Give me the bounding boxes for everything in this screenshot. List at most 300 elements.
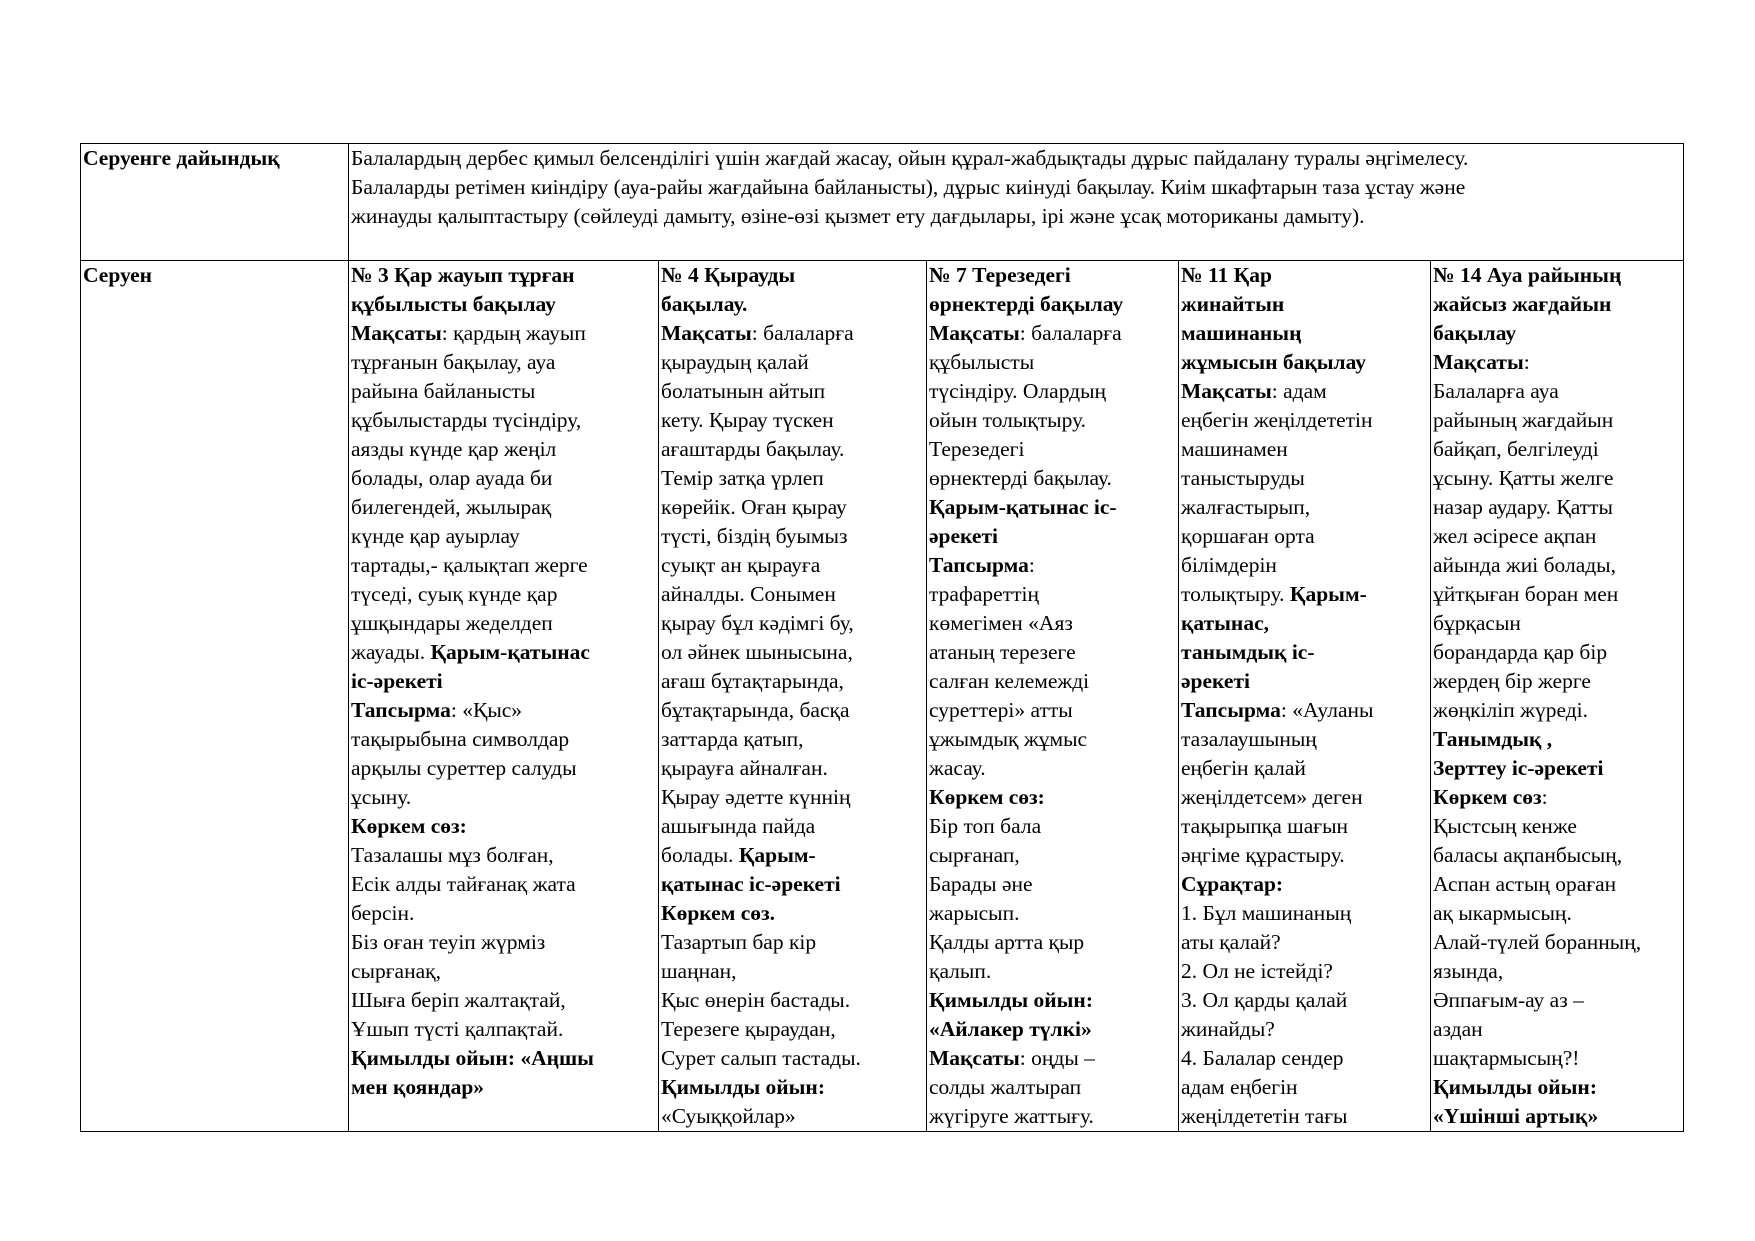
- text-line: [1181, 580, 1428, 609]
- bold-text: жайсыз жағдайын: [1433, 292, 1612, 316]
- text-line: [351, 1015, 656, 1044]
- text-line: [929, 899, 1176, 928]
- text: Ұшып түсті қалпақтай.: [351, 1017, 564, 1041]
- text-line: [929, 377, 1176, 406]
- text: тартады,- қалықтап жерге: [351, 553, 588, 577]
- text: тазалаушының: [1181, 727, 1317, 751]
- text-line: [1181, 348, 1428, 377]
- text: аты қалай?: [1181, 930, 1281, 954]
- text-line: [351, 522, 656, 551]
- text-line: [1433, 609, 1681, 638]
- text: :: [1028, 553, 1035, 577]
- text: қырауға айналған.: [661, 756, 828, 780]
- text-line: [1181, 406, 1428, 435]
- text: :: [1523, 350, 1530, 374]
- bold-text: Мақсаты: [661, 321, 752, 345]
- bold-text: бақылау.: [661, 292, 748, 316]
- text: қыраудың қалай: [661, 350, 809, 374]
- text-line: [929, 783, 1176, 812]
- text-line: [351, 899, 656, 928]
- text-line: [1181, 290, 1428, 319]
- text-line: [1181, 464, 1428, 493]
- text: ұшқындары жеделдеп: [351, 611, 553, 635]
- text: болады.: [661, 843, 739, 867]
- text-line: [661, 957, 924, 986]
- bold-text: № 11 Қар: [1181, 263, 1272, 287]
- text: ұйтқыған боран мен: [1433, 582, 1619, 606]
- text-line: [661, 667, 924, 696]
- text: : оңды –: [1019, 1046, 1095, 1070]
- text: борандарда қар бір: [1433, 640, 1608, 664]
- text-line: [351, 377, 656, 406]
- bold-text: Тапсырма: [351, 698, 451, 722]
- observation-4-cell: [659, 261, 927, 1132]
- text-line: [351, 493, 656, 522]
- text-line: [661, 580, 924, 609]
- text: атаның терезеге: [929, 640, 1076, 664]
- text-line: [929, 638, 1176, 667]
- text: Тазалашы мұз болған,: [351, 843, 554, 867]
- text-line: [1433, 667, 1681, 696]
- text-line: [1433, 493, 1681, 522]
- text: билегендей, жылырақ: [351, 495, 552, 519]
- text: Терезедегі: [929, 437, 1025, 461]
- text: 4. Балалар сендер: [1181, 1046, 1344, 1070]
- bold-text: жинайтын: [1181, 292, 1285, 316]
- text: райына байланысты: [351, 379, 536, 403]
- text-line: [929, 1044, 1176, 1073]
- text-line: [351, 261, 656, 290]
- text: еңбегін жеңілдететін: [1181, 408, 1373, 432]
- text-line: [1181, 609, 1428, 638]
- text-line: [661, 435, 924, 464]
- walk-preparation-row: [81, 144, 1684, 261]
- observation-11-cell: [1179, 261, 1431, 1132]
- text: күнде қар ауырлау: [351, 524, 520, 548]
- text-line: [1433, 290, 1681, 319]
- text: арқылы суреттер салуды: [351, 756, 577, 780]
- text-line: [929, 812, 1176, 841]
- bold-text: Көркем сөз:: [351, 814, 467, 838]
- text: таныстыруды: [1181, 466, 1305, 490]
- text-line: [929, 928, 1176, 957]
- text: : қардың жауып: [441, 321, 586, 345]
- text: ағаш бұтақтарында,: [661, 669, 844, 693]
- text-line: [351, 348, 656, 377]
- bold-text: № 7 Терезедегі: [929, 263, 1071, 287]
- bold-text: Қарым-: [1289, 582, 1367, 606]
- text-line: [351, 841, 656, 870]
- text: түседі, суық күнде қар: [351, 582, 558, 606]
- text: кету. Қырау түскен: [661, 408, 834, 432]
- text: : балаларға: [751, 321, 854, 345]
- text: қырау бұл кәдімгі бу,: [661, 611, 854, 635]
- text-line: [661, 986, 924, 1015]
- text-line: [929, 261, 1176, 290]
- text-line: [1181, 551, 1428, 580]
- text: суреттері» атты: [929, 698, 1073, 722]
- text-line: [929, 551, 1176, 580]
- walk-label: Серуен: [81, 261, 349, 1132]
- bold-text: Қимылды ойын:: [1433, 1075, 1597, 1099]
- prep-line: Балалардың дербес қимыл белсенділігі үшін жағдай жасау, ойын құрал-жабдықтады дұрыс пайдалану туралы әңгімелесу.: [351, 146, 1469, 170]
- text: жауады.: [351, 640, 431, 664]
- text-line: [929, 522, 1176, 551]
- text-line: [1433, 812, 1681, 841]
- text-line: [1433, 870, 1681, 899]
- text: тақырыпқа шағын: [1181, 814, 1349, 838]
- text: райының жағдайын: [1433, 408, 1614, 432]
- text-line: [929, 667, 1176, 696]
- text-line: [1433, 319, 1681, 348]
- bold-text: Мақсаты: [929, 1046, 1020, 1070]
- text-line: [661, 1015, 924, 1044]
- text-line: [929, 870, 1176, 899]
- text-line: [351, 928, 656, 957]
- text: құбылыстарды түсіндіру,: [351, 408, 582, 432]
- text-line: [1181, 696, 1428, 725]
- observation-7-cell: [927, 261, 1179, 1132]
- text-line: [1433, 696, 1681, 725]
- text-line: [661, 725, 924, 754]
- text-line: [1433, 580, 1681, 609]
- text-line: [351, 551, 656, 580]
- text: ол әйнек шынысына,: [661, 640, 853, 664]
- text-line: [351, 667, 656, 696]
- text-line: [1181, 1073, 1428, 1102]
- text-line: [1181, 957, 1428, 986]
- text-line: [351, 783, 656, 812]
- text: машинамен: [1181, 437, 1288, 461]
- text: салған келемежді: [929, 669, 1090, 693]
- text: жарысып.: [929, 901, 1020, 925]
- text: Қалды артта қыр: [929, 930, 1085, 954]
- prep-line: жинауды қалыптастыру (сөйлеуді дамыту, өзіне-өзі қызмет ету дағдылары, ірі және ұсақ моториканы дамыту).: [351, 204, 1365, 228]
- text-line: [1181, 435, 1428, 464]
- bold-text: Қимылды ойын:: [929, 988, 1093, 1012]
- text: Сурет салып тастады.: [661, 1046, 861, 1070]
- bold-text: өрнектерді бақылау: [929, 292, 1124, 316]
- bold-text: № 14 Ауа райының: [1433, 263, 1622, 287]
- text: ағаштарды бақылау.: [661, 437, 845, 461]
- text: сырғанақ,: [351, 959, 441, 983]
- text-line: [661, 1073, 924, 1102]
- bold-text: Қимылды ойын: «Аңшы: [351, 1046, 594, 1070]
- text-line: [351, 464, 656, 493]
- text-line: [929, 493, 1176, 522]
- text: әңгіме құрастыру.: [1181, 843, 1345, 867]
- text: жеңілдетсем» деген: [1181, 785, 1363, 809]
- bold-text: «Айлакер түлкі»: [929, 1017, 1092, 1041]
- observation-3-cell: [349, 261, 659, 1132]
- text: 1. Бұл машинаның: [1181, 901, 1352, 925]
- text: аязды күнде қар жеңіл: [351, 437, 557, 461]
- text: Алай-түлей боранның,: [1433, 930, 1642, 954]
- text-line: [1433, 725, 1681, 754]
- text-line: [661, 1044, 924, 1073]
- text-line: [929, 754, 1176, 783]
- text-line: [351, 1044, 656, 1073]
- text-line: [1181, 493, 1428, 522]
- text: :: [1541, 785, 1548, 809]
- bold-text: Зерттеу іс-әрекеті: [1433, 756, 1604, 780]
- bold-text: Мақсаты: [1181, 379, 1272, 403]
- text-line: [351, 435, 656, 464]
- bold-text: Көркем сөз.: [661, 901, 776, 925]
- text-line: [1181, 319, 1428, 348]
- bold-text: Қарым-: [738, 843, 816, 867]
- walk-preparation-text: [349, 144, 1684, 261]
- text-line: [929, 1015, 1176, 1044]
- text: Темір затқа үрлеп: [661, 466, 824, 490]
- text: бұрқасын: [1433, 611, 1521, 635]
- text-line: [351, 986, 656, 1015]
- text-line: [1433, 261, 1681, 290]
- bold-text: Тапсырма: [929, 553, 1029, 577]
- text-line: [929, 957, 1176, 986]
- bold-text: Сұрақтар:: [1181, 872, 1284, 896]
- bold-text: әрекеті: [929, 524, 998, 548]
- text-line: [351, 870, 656, 899]
- text: : балаларға: [1019, 321, 1122, 345]
- text-line: [929, 609, 1176, 638]
- text: қоршаған орта: [1181, 524, 1315, 548]
- text: Бір топ бала: [929, 814, 1042, 838]
- bold-text: Көркем сөз: [1433, 785, 1542, 809]
- text-line: [1433, 899, 1681, 928]
- text: Терезеге қыраудан,: [661, 1017, 836, 1041]
- text-line: [351, 638, 656, 667]
- text-line: [1181, 870, 1428, 899]
- bold-text: құбылысты бақылау: [351, 292, 556, 316]
- bold-text: Мақсаты: [1433, 350, 1524, 374]
- text-line: [661, 290, 924, 319]
- text: жеңілдететін тағы: [1181, 1104, 1348, 1128]
- text-line: [351, 812, 656, 841]
- text-line: [661, 754, 924, 783]
- text: құбылысты: [929, 350, 1035, 374]
- text-line: [661, 493, 924, 522]
- bold-text: танымдық іс-: [1181, 640, 1315, 664]
- text-line: [929, 406, 1176, 435]
- text-line: [661, 348, 924, 377]
- text-line: [1181, 899, 1428, 928]
- text: Шыға беріп жалтақтай,: [351, 988, 566, 1012]
- text-line: [1433, 754, 1681, 783]
- text-line: [929, 725, 1176, 754]
- text-line: [661, 638, 924, 667]
- text: болатынын айтып: [661, 379, 826, 403]
- text-line: [661, 522, 924, 551]
- text: Балаларға ауа: [1433, 379, 1559, 403]
- bold-text: Тапсырма: [1181, 698, 1281, 722]
- text-line: [351, 725, 656, 754]
- bold-text: Мақсаты: [929, 321, 1020, 345]
- bold-text: қатынас,: [1181, 611, 1269, 635]
- text-line: [1433, 957, 1681, 986]
- text: трафареттің: [929, 582, 1039, 606]
- text: ұсыну. Қатты желге: [1433, 466, 1614, 490]
- text-line: [929, 1073, 1176, 1102]
- text-line: [929, 435, 1176, 464]
- text-line: [661, 696, 924, 725]
- text: көмегімен «Аяз: [929, 611, 1073, 635]
- text-line: [661, 841, 924, 870]
- text-line: [1433, 1073, 1681, 1102]
- bold-text: Қарым-қатынас іс-: [929, 495, 1117, 519]
- text-line: [1181, 928, 1428, 957]
- text: жүгіруге жаттығу.: [929, 1104, 1094, 1128]
- text: Әппағым-ау аз –: [1433, 988, 1584, 1012]
- text-line: [661, 812, 924, 841]
- text: сырғанап,: [929, 843, 1020, 867]
- text-line: [1433, 464, 1681, 493]
- text-line: [661, 870, 924, 899]
- text-line: [929, 580, 1176, 609]
- text-line: [1433, 406, 1681, 435]
- bold-text: Мақсаты: [351, 321, 442, 345]
- text-line: [351, 609, 656, 638]
- bold-text: № 3 Қар жауып тұрған: [351, 263, 575, 287]
- text-line: [1433, 348, 1681, 377]
- text-line: [1433, 638, 1681, 667]
- text: ойын толықтыру.: [929, 408, 1087, 432]
- text-line: [1181, 667, 1428, 696]
- text: тұрғанын бақылау, ауа: [351, 350, 556, 374]
- text-line: [661, 899, 924, 928]
- text-line: [1433, 377, 1681, 406]
- text-line: [661, 928, 924, 957]
- text-line: [661, 261, 924, 290]
- bold-text: Қимылды ойын:: [661, 1075, 825, 1099]
- text-line: [1433, 1015, 1681, 1044]
- text: : «Қыс»: [450, 698, 523, 722]
- text: берсін.: [351, 901, 415, 925]
- walk-preparation-label: Серуенге дайындық: [81, 144, 349, 261]
- text-line: [661, 319, 924, 348]
- text-line: [1181, 986, 1428, 1015]
- text: Қыс өнерін бастады.: [661, 988, 851, 1012]
- text: айында жиі болады,: [1433, 553, 1617, 577]
- bold-text: машинаның: [1181, 321, 1302, 345]
- bold-text: Қарым-қатынас: [430, 640, 590, 664]
- text-line: [351, 290, 656, 319]
- text: байқап, белгілеуді: [1433, 437, 1599, 461]
- text-line: [351, 580, 656, 609]
- text: Біз оған теуіп жүрміз: [351, 930, 546, 954]
- text: адам еңбегін: [1181, 1075, 1298, 1099]
- observation-14-cell: [1431, 261, 1684, 1132]
- text: толықтыру.: [1181, 582, 1290, 606]
- text-line: [1433, 1102, 1681, 1131]
- text: бұтақтарында, басқа: [661, 698, 850, 722]
- text-line: [661, 1102, 924, 1131]
- text: жел әсіресе ақпан: [1433, 524, 1597, 548]
- text-line: [929, 696, 1176, 725]
- text: Тазартып бар кір: [661, 930, 817, 954]
- text: Аспан астың ораған: [1433, 872, 1617, 896]
- text-line: [1433, 435, 1681, 464]
- bold-text: қатынас іс-әрекеті: [661, 872, 841, 896]
- text: Қыстсың кенже: [1433, 814, 1577, 838]
- text: 2. Ол не істейді?: [1181, 959, 1333, 983]
- text-line: [1433, 986, 1681, 1015]
- text: : «Ауланы: [1280, 698, 1374, 722]
- text: Есік алды тайғанақ жата: [351, 872, 576, 896]
- text-line: [1433, 783, 1681, 812]
- text: ұжымдық жұмыс: [929, 727, 1088, 751]
- bold-text: әрекеті: [1181, 669, 1250, 693]
- text-line: [1181, 841, 1428, 870]
- text-line: [929, 841, 1176, 870]
- text: заттарда қатып,: [661, 727, 804, 751]
- text-line: [1433, 841, 1681, 870]
- text: Қырау әдетте күннің: [661, 785, 851, 809]
- text: ақ ыкармысың.: [1433, 901, 1572, 925]
- text-line: [929, 290, 1176, 319]
- text-line: [929, 319, 1176, 348]
- text: айналды. Сонымен: [661, 582, 836, 606]
- text: шақтармысың?!: [1433, 1046, 1580, 1070]
- text-line: [1181, 522, 1428, 551]
- bold-text: «Үшінші артық»: [1433, 1104, 1599, 1128]
- text-line: [1433, 928, 1681, 957]
- text-line: [1181, 261, 1428, 290]
- text-line: [351, 696, 656, 725]
- text-line: [1181, 812, 1428, 841]
- text-line: [1181, 1044, 1428, 1073]
- text: ашығында пайда: [661, 814, 816, 838]
- text-line: [1433, 1044, 1681, 1073]
- text: көрейік. Оған қырау: [661, 495, 847, 519]
- text: өрнектерді бақылау.: [929, 466, 1112, 490]
- text: қалып.: [929, 959, 992, 983]
- text-line: [661, 551, 924, 580]
- text-line: [661, 377, 924, 406]
- text: түсіндіру. Олардың: [929, 379, 1107, 403]
- text: баласы ақпанбысың,: [1433, 843, 1623, 867]
- text-line: [1181, 1102, 1428, 1131]
- text-line: [351, 957, 656, 986]
- text-line: [351, 754, 656, 783]
- text: «Суыққойлар»: [661, 1104, 796, 1128]
- text-line: [661, 783, 924, 812]
- text-line: [1181, 1015, 1428, 1044]
- text: жинайды?: [1181, 1017, 1275, 1041]
- text: солды жалтырап: [929, 1075, 1082, 1099]
- text-line: [661, 609, 924, 638]
- bold-text: бақылау: [1433, 321, 1517, 345]
- text: жалғастырып,: [1181, 495, 1311, 519]
- text-line: [929, 986, 1176, 1015]
- text-line: [929, 348, 1176, 377]
- text: назар аудару. Қатты: [1433, 495, 1613, 519]
- text: еңбегін қалай: [1181, 756, 1306, 780]
- text: 3. Ол қарды қалай: [1181, 988, 1348, 1012]
- text-line: [351, 1073, 656, 1102]
- bold-text: жұмысын бақылау: [1181, 350, 1367, 374]
- text-line: [1181, 725, 1428, 754]
- text: жөңкіліп жүреді.: [1433, 698, 1589, 722]
- text-line: [1181, 638, 1428, 667]
- bold-text: Көркем сөз:: [929, 785, 1045, 809]
- text-line: [661, 464, 924, 493]
- walk-row: [81, 261, 1684, 1132]
- bold-text: іс-әрекеті: [351, 669, 443, 693]
- text-line: [1433, 522, 1681, 551]
- plan-table: [80, 143, 1684, 1132]
- text: жасау.: [929, 756, 986, 780]
